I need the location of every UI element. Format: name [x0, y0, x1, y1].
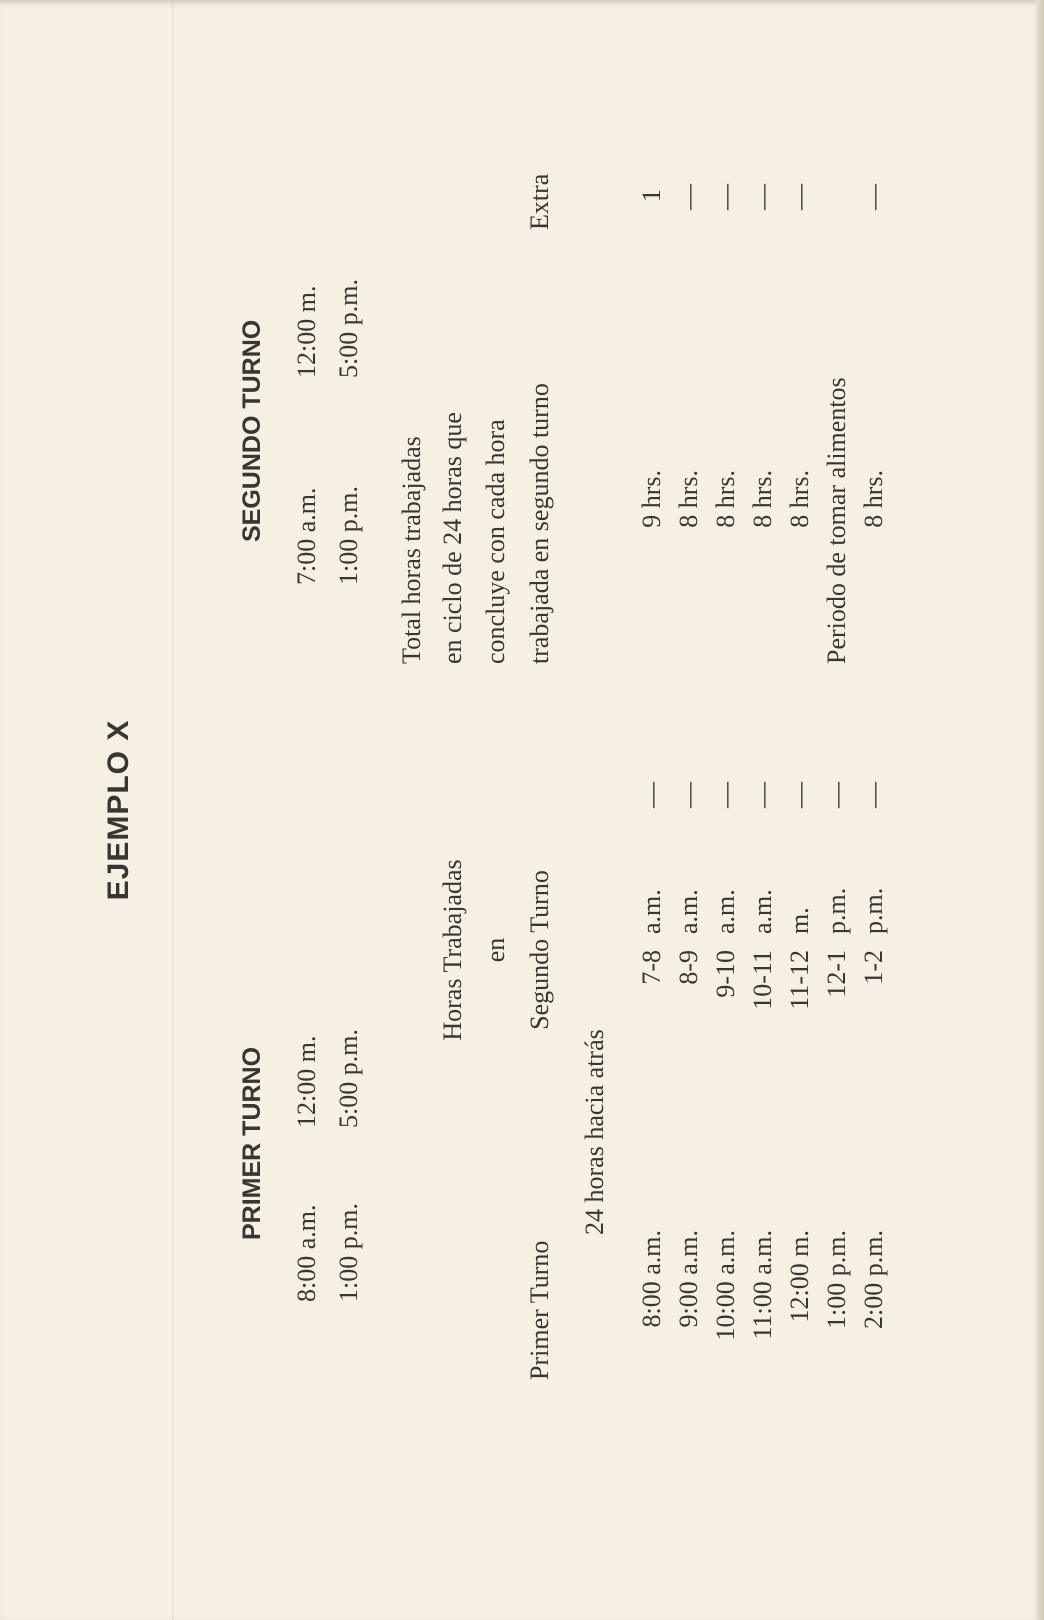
row-2-dash: —: [674, 782, 703, 808]
row-7-range: 1-2: [859, 950, 888, 985]
row-3-dash: —: [711, 782, 740, 808]
row-1-primer: 8:00 a.m.: [637, 1230, 666, 1328]
col-header-total-line-3: concluye con cada hora: [481, 419, 510, 664]
row-5-dash: —: [785, 782, 814, 808]
row-2-period: a.m.: [674, 889, 703, 934]
row-6-period: p.m.: [822, 887, 851, 934]
row-5-primer: 12:00 m.: [785, 1230, 814, 1323]
col-header-horas-line-1: Horas Trabajadas: [438, 859, 467, 1041]
row-2-range: 8-9: [674, 950, 703, 985]
row-6-dash: —: [822, 782, 851, 808]
col-header-horas-line-2: en: [481, 937, 510, 963]
col-header-horas-sub: 24 horas hacia atrás: [580, 1029, 609, 1235]
row-4-period: a.m.: [748, 889, 777, 934]
col-header-extra: Extra: [525, 173, 554, 230]
primer-turno-row-1-end: 12:00 m.: [292, 1035, 321, 1128]
row-4-total: 8 hrs.: [748, 470, 777, 528]
row-5-total: 8 hrs.: [785, 470, 814, 528]
row-5-period: m.: [785, 907, 814, 934]
row-5-extra: —: [785, 184, 814, 210]
row-1-period: a.m.: [637, 889, 666, 934]
row-4-primer: 11:00 a.m.: [748, 1230, 777, 1340]
row-7-period: p.m.: [859, 887, 888, 934]
row-6-range: 12-1: [822, 950, 851, 998]
row-7-total: 8 hrs.: [859, 470, 888, 528]
row-3-range: 9-10: [711, 950, 740, 998]
row-2-extra: —: [674, 184, 703, 210]
col-header-total-line-1: Total horas trabajadas: [397, 436, 426, 664]
segundo-turno-heading: SEGUNDO TURNO: [238, 319, 266, 542]
row-1-range: 7-8: [637, 950, 666, 985]
row-1-total: 9 hrs.: [637, 470, 666, 528]
row-3-total: 8 hrs.: [711, 470, 740, 528]
row-4-range: 10-11: [748, 950, 777, 1010]
primer-turno-row-1-start: 8:00 a.m.: [292, 1204, 321, 1302]
row-7-dash: —: [859, 782, 888, 808]
primer-turno-row-2-end: 5:00 p.m.: [334, 1029, 363, 1128]
row-6-primer: 1:00 p.m.: [822, 1230, 851, 1329]
primer-turno-row-2-start: 1:00 p.m.: [334, 1203, 363, 1302]
col-header-total-line-2: en ciclo de 24 horas que: [438, 412, 467, 664]
row-6-total: Periodo de tomar alimentos: [822, 377, 851, 664]
segundo-turno-row-1-end: 12:00 m.: [292, 285, 321, 378]
row-1-extra: 1: [637, 189, 666, 202]
col-header-horas-line-3: Segundo Turno: [525, 870, 554, 1030]
row-2-total: 8 hrs.: [674, 470, 703, 528]
row-3-period: a.m.: [711, 889, 740, 934]
row-2-primer: 9:00 a.m.: [674, 1230, 703, 1328]
row-3-extra: —: [711, 184, 740, 210]
row-7-primer: 2:00 p.m.: [859, 1230, 888, 1329]
segundo-turno-row-2-end: 5:00 p.m.: [334, 279, 363, 378]
primer-turno-heading: PRIMER TURNO: [238, 1046, 266, 1240]
segundo-turno-row-1-start: 7:00 a.m.: [292, 487, 321, 585]
row-4-dash: —: [748, 782, 777, 808]
col-header-total-line-4: trabajada en segundo turno: [525, 383, 554, 664]
row-1-dash: —: [637, 782, 666, 808]
segundo-turno-row-2-start: 1:00 p.m.: [334, 486, 363, 585]
row-5-range: 11-12: [785, 950, 814, 1010]
row-4-extra: —: [748, 184, 777, 210]
page-title: EJEMPLO X: [102, 719, 135, 901]
row-3-primer: 10:00 a.m.: [711, 1230, 740, 1341]
row-7-extra: —: [859, 184, 888, 210]
col-header-primer-turno: Primer Turno: [525, 1240, 554, 1380]
